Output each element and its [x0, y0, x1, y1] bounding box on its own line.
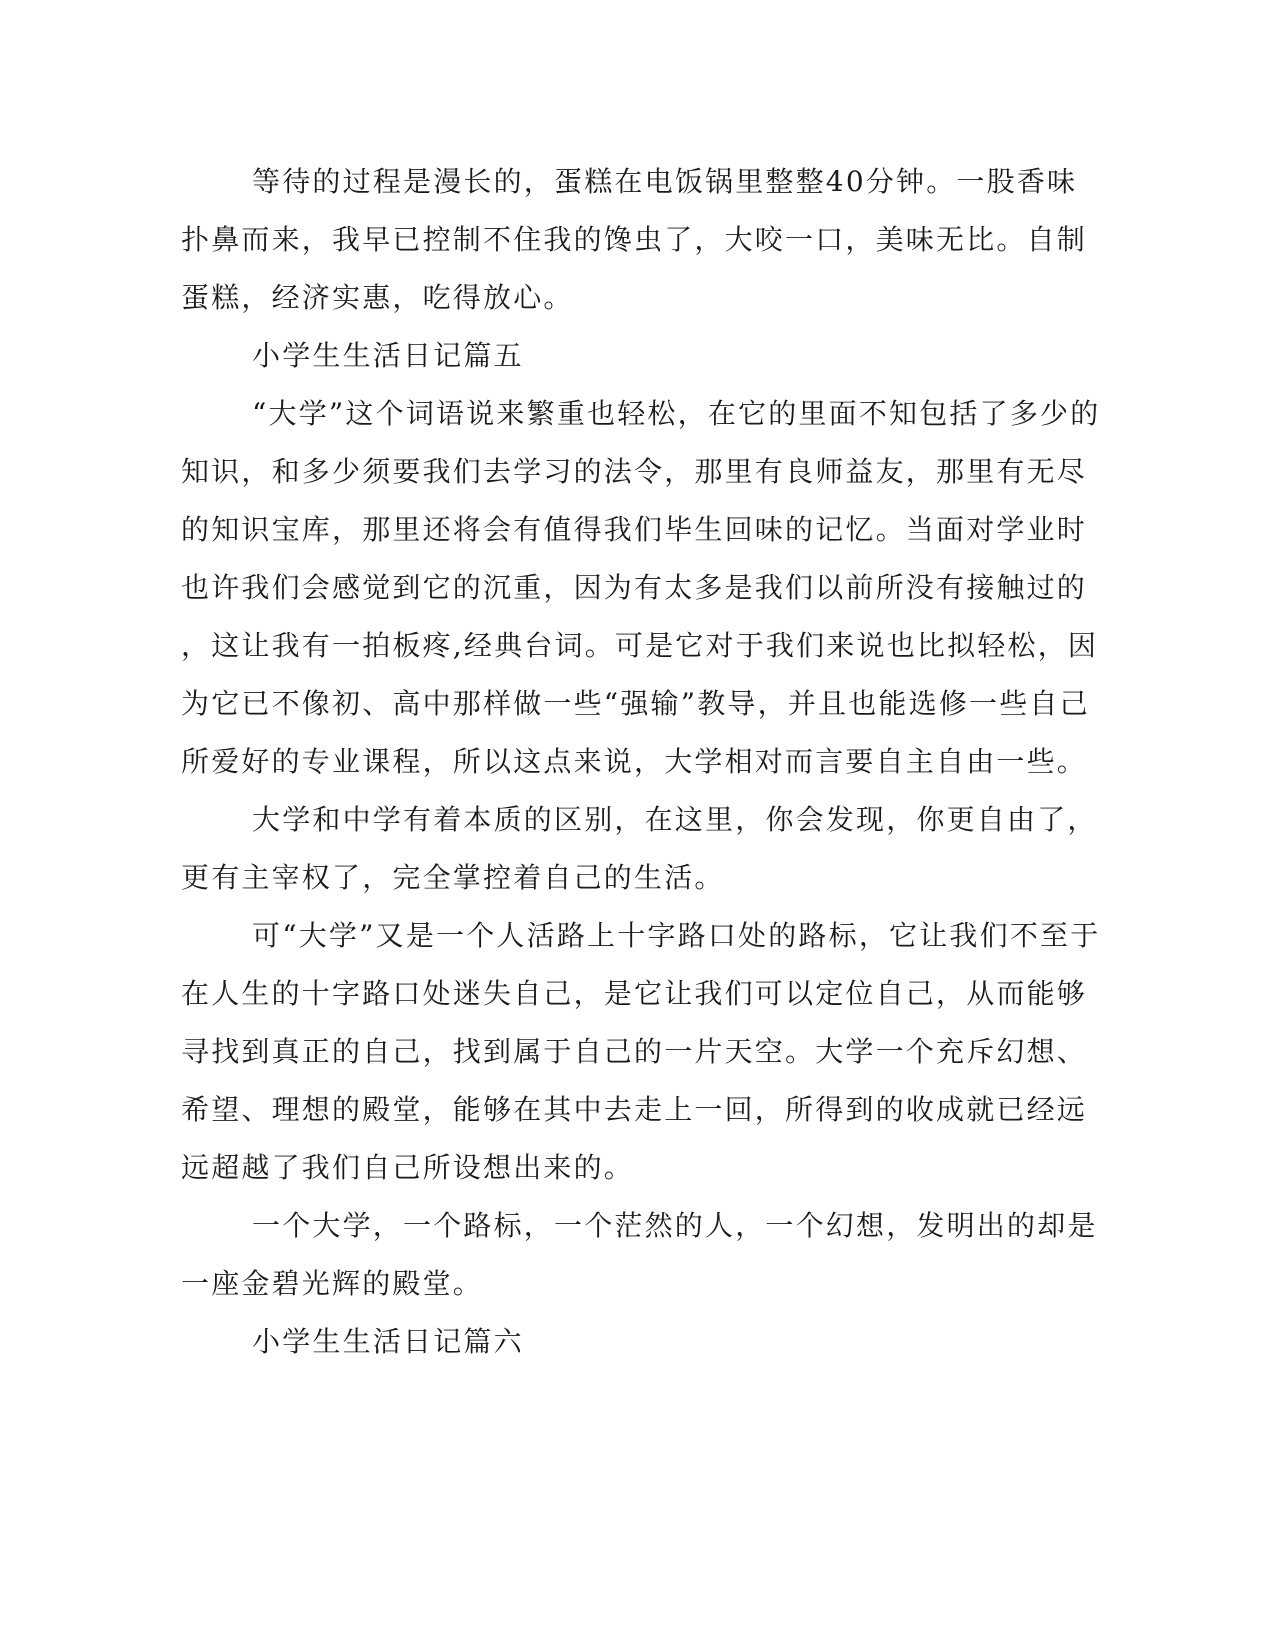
paragraph-line: 希望、理想的殿堂，能够在其中去走上一回，所得到的收成就已经远	[181, 1093, 1088, 1126]
paragraph-line: 远超越了我们自己所设想出来的。	[181, 1151, 635, 1184]
paragraph-line: 在人生的十字路口处迷失自己，是它让我们可以定位自己，从而能够	[181, 977, 1088, 1010]
paragraph-line: 为它已不像初、高中那样做一些“强输”教导，并且也能选修一些自己	[181, 687, 1090, 720]
paragraph-line: 可“大学”又是一个人活路上十字路口处的路标，它让我们不至于	[252, 919, 1101, 952]
paragraph-line: ，这让我有一拍板疼,经典台词。可是它对于我们来说也比拟轻松，因	[181, 629, 1099, 662]
paragraph-line: 知识，和多少须要我们去学习的法令，那里有良师益友，那里有无尽	[181, 455, 1088, 488]
paragraph-line: 等待的过程是漫长的，蛋糕在电饭锅里整整40分钟。一股香味	[252, 165, 1078, 198]
section-heading: 小学生生活日记篇六	[252, 1325, 524, 1358]
paragraph-line: 大学和中学有着本质的区别，在这里，你会发现，你更自由了，	[252, 803, 1098, 836]
paragraph-line: 扑鼻而来，我早已控制不住我的馋虫了，大咬一口，美味无比。自制	[181, 223, 1088, 256]
paragraph-line: “大学”这个词语说来繁重也轻松，在它的里面不知包括了多少的	[252, 397, 1101, 430]
paragraph-line: 的知识宝库，那里还将会有值得我们毕生回味的记忆。当面对学业时	[181, 513, 1088, 546]
paragraph-line: 所爱好的专业课程，所以这点来说，大学相对而言要自主自由一些。	[181, 745, 1088, 778]
paragraph-line: 寻找到真正的自己，找到属于自己的一片天空。大学一个充斥幻想、	[181, 1035, 1088, 1068]
paragraph-line: 一座金碧光辉的殿堂。	[181, 1267, 484, 1300]
paragraph-line: 一个大学，一个路标，一个茫然的人，一个幻想，发明出的却是	[252, 1209, 1098, 1242]
paragraph-line: 蛋糕，经济实惠，吃得放心。	[181, 281, 574, 314]
section-heading: 小学生生活日记篇五	[252, 339, 524, 372]
paragraph-line: 更有主宰权了，完全掌控着自己的生活。	[181, 861, 725, 894]
paragraph-line: 也许我们会感觉到它的沉重，因为有太多是我们以前所没有接触过的	[181, 571, 1088, 604]
